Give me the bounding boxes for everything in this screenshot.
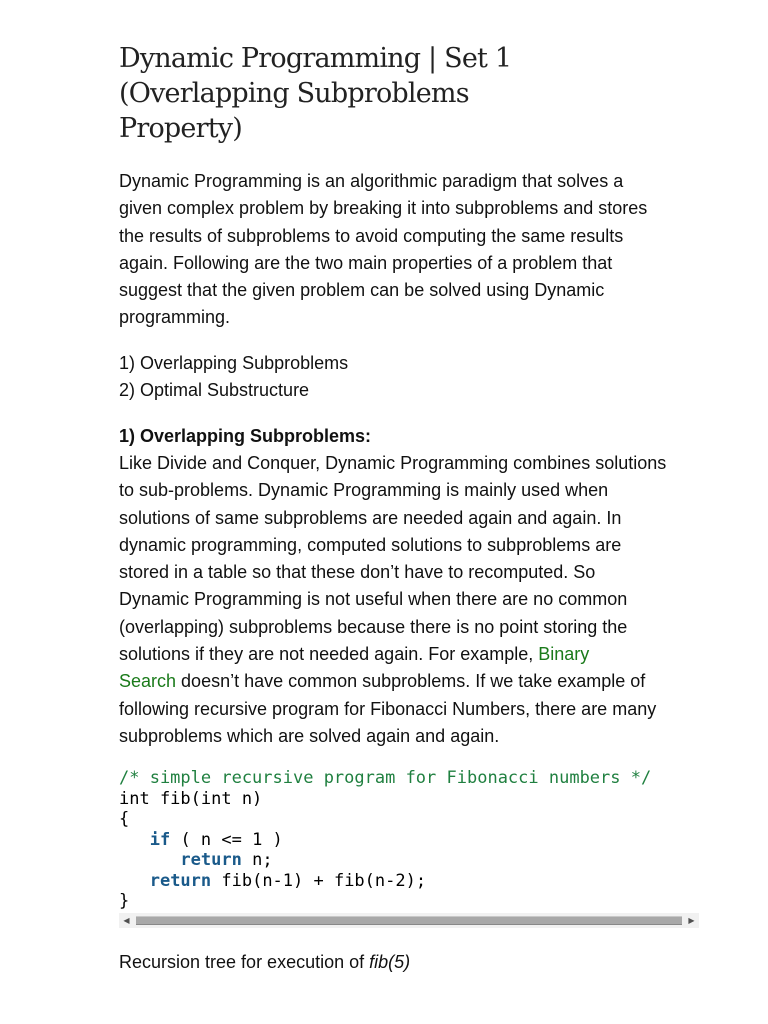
code-block [119,768,651,912]
intro-line: again. Following are the two main properties of a problem that [119,252,613,273]
body-line-with-link [119,668,729,695]
code-comment: /* simple recursive program for Fibonacci numbers */ [119,768,652,788]
binary-search-link[interactable]: Binary [538,644,590,665]
intro-line: Dynamic Programming is an algorithmic paradigm that solves a [119,171,624,191]
code-line: { [119,809,130,829]
intro-line: the results of subproblems to avoid computing the same results [119,225,624,246]
recursion-tree-caption [119,949,410,976]
body-line: Dynamic Programming is not useful when there are no common [119,589,628,610]
caption-text: Recursion tree for execution of [119,952,370,972]
code-keyword: return [180,850,242,870]
properties-list [119,350,729,405]
code-keyword: return [149,870,212,891]
property-item: 1) Overlapping Subproblems [119,353,349,373]
scroll-right-arrow-icon[interactable]: ▶ [688,916,695,925]
body-line-with-link [119,641,729,668]
body-text: doesn’t have common subproblems. If we take example of [176,671,646,692]
body-line: Like Divide and Conquer, Dynamic Programming combines solutions [119,453,667,473]
title-line-1: Dynamic Programming | Set 1 [119,43,512,74]
property-item: 2) Optimal Substructure [119,380,310,401]
code-text: fib(n-1) + fib(n-2); [211,870,427,891]
body-line: subproblems which are solved again and again. [119,725,500,746]
code-line: } [119,891,130,911]
scrollbar-thumb[interactable] [136,916,682,925]
intro-line: suggest that the given problem can be solved using Dynamic [119,280,605,301]
section-heading-text: 1) Overlapping Subproblems: [119,426,372,446]
body-line: dynamic programming, computed solutions to subproblems are [119,534,622,555]
body-line: stored in a table so that these don’t have to recomputed. So [119,562,596,583]
section-heading [119,423,729,450]
intro-line: programming. [119,307,231,328]
body-line: to sub-problems. Dynamic Programming is mainly used when [119,480,609,501]
page-title [119,41,639,146]
code-text: n; [241,850,273,870]
body-line: solutions of same subproblems are needed again and again. In [119,507,622,528]
binary-search-link-continued[interactable]: Search [119,671,177,692]
intro-paragraph [119,168,729,332]
body-text: solutions if they are not needed again. For example, [119,644,539,665]
title-line-2: (Overlapping Subproblems [119,78,469,109]
horizontal-scrollbar[interactable] [119,913,699,928]
section-body [119,450,729,750]
code-keyword: if [149,829,171,850]
body-line: (overlapping) subproblems because there is no point storing the [119,616,628,637]
code-line: int fib(int n) [119,788,263,809]
scroll-left-arrow-icon[interactable]: ◀ [123,916,130,925]
intro-line: given complex problem by breaking it into subproblems and stores [119,198,648,219]
body-line: following recursive program for Fibonacci Numbers, there are many [119,698,657,719]
caption-emphasis: fib(5) [369,952,411,972]
code-text: ( n <= 1 ) [170,829,283,850]
title-line-3: Property) [119,113,242,144]
